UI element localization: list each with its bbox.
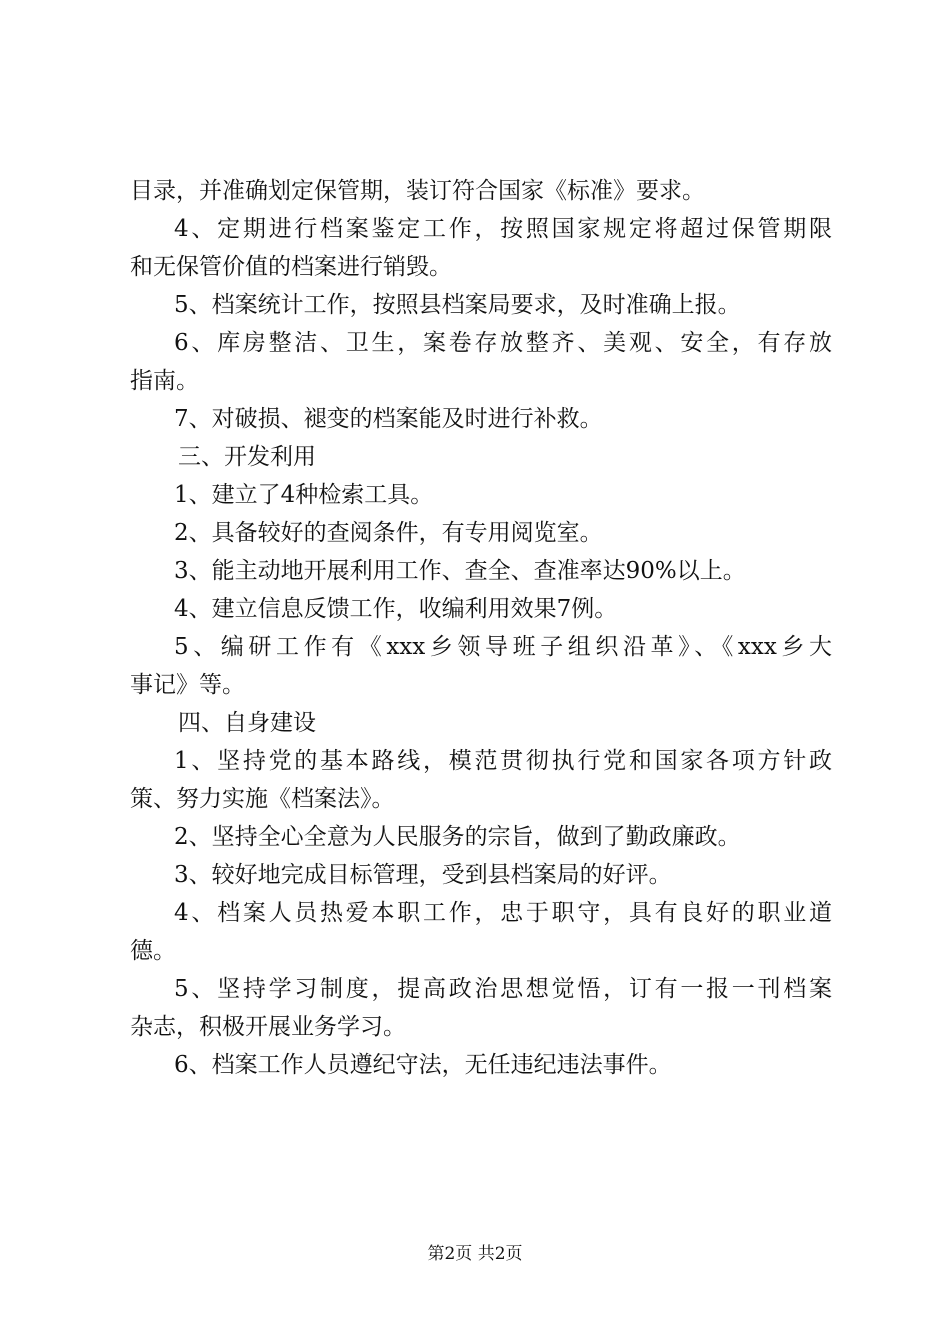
section-heading: 四、自身建设	[178, 710, 316, 736]
text-line: 6、库房整洁、卫生，案卷存放整齐、美观、安全，有存放	[174, 330, 832, 356]
text-line: 1、坚持党的基本路线，模范贯彻执行党和国家各项方针政	[174, 748, 832, 774]
text-line: 4、建立信息反馈工作，收编利用效果7例。	[174, 596, 618, 622]
text-line: 4、定期进行档案鉴定工作，按照国家规定将超过保管期限	[174, 216, 832, 242]
page-number: 第2页 共2页	[427, 1244, 523, 1264]
page-footer	[0, 1242, 950, 1266]
text-line: 指南。	[130, 368, 199, 394]
text-line: 6、档案工作人员遵纪守法，无任违纪违法事件。	[174, 1052, 672, 1078]
text-line: 5、档案统计工作，按照县档案局要求，及时准确上报。	[174, 292, 741, 318]
text-line: 目录，并准确划定保管期，装订符合国家《标准》要求。	[130, 178, 705, 204]
text-line: 策、努力实施《档案法》。	[130, 786, 395, 812]
text-line: 事记》等。	[130, 672, 245, 698]
text-line: 5、编研工作有《xxx乡领导班子组织沿革》、《xxx乡大	[174, 634, 832, 660]
text-line: 德。	[130, 938, 176, 964]
text-line: 1、建立了4种检索工具。	[174, 482, 434, 508]
document-body	[130, 172, 832, 1084]
section-heading: 三、开发利用	[178, 444, 316, 470]
text-line: 和无保管价值的档案进行销毁。	[130, 254, 452, 280]
text-line: 杂志，积极开展业务学习。	[130, 1014, 406, 1040]
text-line: 3、能主动地开展利用工作、查全、查准率达90%以上。	[174, 558, 746, 584]
text-line: 2、具备较好的查阅条件，有专用阅览室。	[174, 520, 603, 546]
text-line: 2、坚持全心全意为人民服务的宗旨，做到了勤政廉政。	[174, 824, 741, 850]
text-line: 5、坚持学习制度，提高政治思想觉悟，订有一报一刊档案	[174, 976, 832, 1002]
text-line: 4、档案人员热爱本职工作，忠于职守，具有良好的职业道	[174, 900, 832, 926]
text-line: 7、对破损、褪变的档案能及时进行补救。	[174, 406, 603, 432]
text-line: 3、较好地完成目标管理，受到县档案局的好评。	[174, 862, 672, 888]
